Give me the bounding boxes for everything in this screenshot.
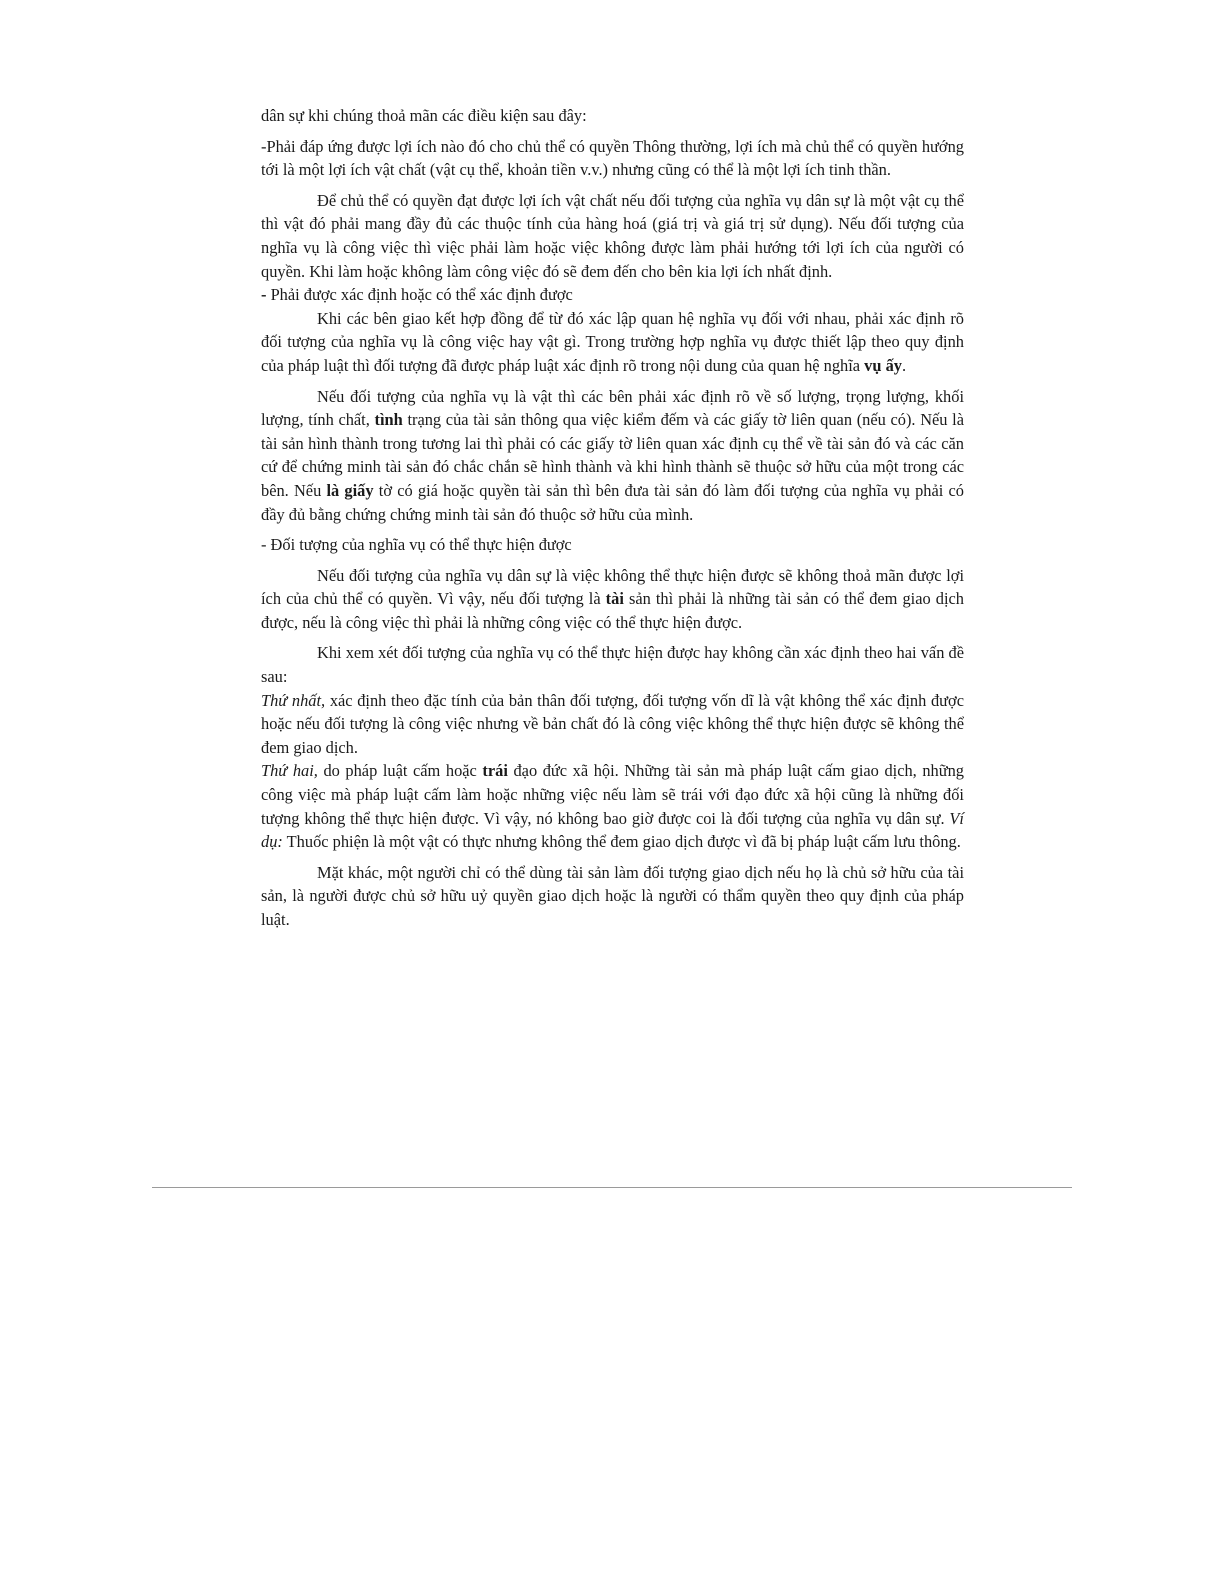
text-run: tờ có giá hoặc quyền tài sản thì bên đưa tài sản đó làm đối tượng của nghĩa vụ phải có đầy đủ bằng chứng chứng minh tài sản đó thuộc sở hữu của mình. — [261, 480, 964, 524]
text-run: sản thì phải là những tài sản có thể đem giao dịch được, nếu là công việc thì phải là những công việc có thể thực hiện được. — [261, 589, 964, 632]
paragraph-intro: dân sự khi chúng thoả mãn các điều kiện sau đây: — [261, 106, 587, 125]
text-run: Nếu đối tượng của nghĩa vụ dân sự là việc không thể thực hiện được sẽ không thoả mãn được lợi ích của chủ thể có quyền. Vì vậy, nếu đối tượng là — [261, 565, 964, 609]
paragraph-benefit: -Phải đáp ứng được lợi ích nào đó cho chủ thể có quyền Thông thường, lợi ích mà chủ thể có quyền hướng tới là một lợi ích vật chất (vật cụ thể, khoản tiền v.v.) nhưng cũng có thể là một lợi ích tinh thần. — [261, 136, 964, 180]
paragraph-material-benefit: Để chủ thể có quyền đạt được lợi ích vật chất nếu đối tượng của nghĩa vụ dân sự là một vật cụ thể thì vật đó phải mang đầy đủ các thuộc tính của hàng hoá (giá trị và giá trị sử dụng). Nếu đối tượng của nghĩa vụ là công việc thì việc phải làm hoặc việc không được làm phải hướng tới lợi ích của người có quyền. Khi làm hoặc không làm công việc đó sẽ đem đến cho bên kia lợi ích nhất định. — [261, 190, 964, 281]
document-body — [261, 104, 964, 932]
text-run: xác định theo đặc tính của bản thân đối tượng, đối tượng vốn dĩ là vật không thể xác định được hoặc nếu đối tượng là công việc nhưng về bản chất đó là công việc không thể thực hiện được sẽ không thể đem giao dịch. — [261, 690, 964, 757]
text-run: do pháp luật cấm hoặc — [317, 761, 483, 781]
paragraph-infeasible — [261, 564, 964, 635]
italic-run: Ví dụ: — [261, 808, 964, 852]
paragraph-object-thing — [261, 385, 964, 527]
paragraph-owner: Mặt khác, một người chỉ có thể dùng tài sản làm đối tượng giao dịch nếu họ là chủ sở hữu của tài sản, là người được chủ sở hữu uỷ quyền giao dịch hoặc là người có thẩm quyền theo quy định của pháp luật. — [261, 862, 964, 929]
paragraph-first — [261, 689, 964, 760]
page-divider — [152, 1187, 1072, 1188]
paragraph-contract — [261, 307, 964, 378]
heading-determinable — [261, 283, 964, 307]
paragraph-second — [261, 759, 964, 853]
text-run: Nếu đối tượng của nghĩa vụ là vật thì các bên phải xác định rõ về số lượng, trọng lượng, khối lượng, tính chất, — [261, 386, 964, 430]
paragraph-two-issues: Khi xem xét đối tượng của nghĩa vụ có thể thực hiện được hay không cần xác định theo hai vấn đề sau: — [261, 643, 964, 687]
italic-run: Thứ nhất, — [261, 690, 326, 710]
bold-run: tài — [605, 589, 624, 609]
text-run: . — [901, 355, 907, 375]
heading-feasible: - Đối tượng của nghĩa vụ có thể thực hiện được — [261, 535, 572, 555]
text-run: Khi các bên giao kết hợp đồng để từ đó xác lập quan hệ nghĩa vụ đối với nhau, phải xác định rõ đối tượng của nghĩa vụ là công việc hay vật gì. Trong trường hợp nghĩa vụ được thiết lập theo quy định của pháp luật thì đối tượng đã được pháp luật xác định rõ trong nội dung của quan hệ nghĩa — [261, 308, 964, 375]
bold-run: trái — [482, 761, 508, 781]
bold-run: vụ ấy — [864, 355, 902, 375]
text-run: đạo đức xã hội. Những tài sản mà pháp luật cấm giao dịch, những công việc mà pháp luật cấm làm hoặc những việc nếu làm sẽ trái với đạo đức xã hội cũng là những đối tượng không thể thực hiện được. Vì vậy, nó không bao giờ được coi là đối tượng của nghĩa vụ dân sự. — [261, 761, 964, 828]
heading-dash: - — [261, 285, 267, 305]
bold-run: là giấy — [326, 480, 374, 500]
heading-text: Phải được xác định hoặc có thể xác định được — [266, 285, 573, 305]
bold-run: tình — [374, 410, 403, 430]
text-run: Thuốc phiện là một vật có thực nhưng không thể đem giao dịch được vì đã bị pháp luật cấm lưu thông. — [282, 832, 961, 852]
text-run: trạng của tài sản thông qua việc kiểm đếm và các giấy tờ liên quan (nếu có). Nếu là tài sản hình thành trong tương lai thì phải có các giấy tờ liên quan xác định cụ thể về tài sản đó và các căn cứ để chứng minh tài sản đó chắc chắn sẽ hình thành và khi hình thành sẽ thuộc sở hữu của một trong các bên. Nếu — [261, 410, 964, 500]
italic-run: Thứ hai, — [261, 761, 318, 781]
